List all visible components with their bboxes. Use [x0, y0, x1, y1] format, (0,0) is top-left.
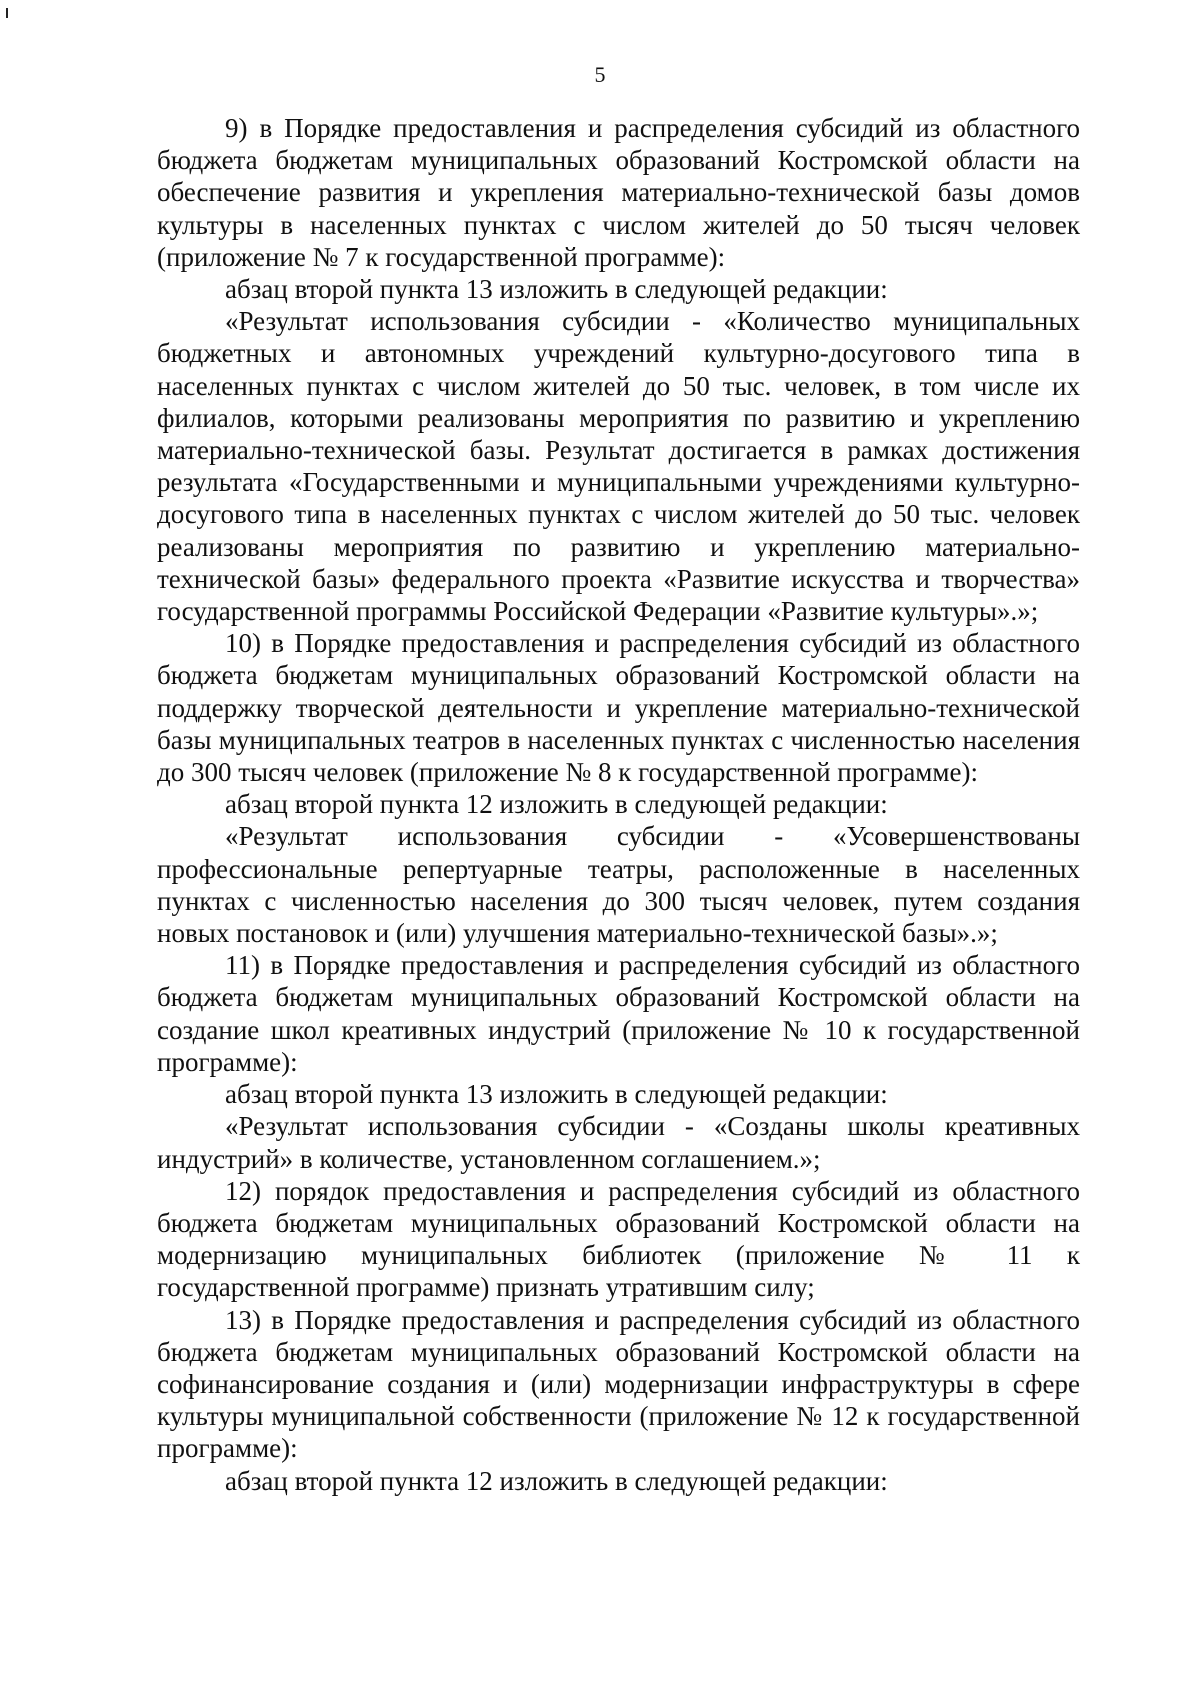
paragraph-item-13: 13) в Порядке предоставления и распределения субсидий из областного бюджета бюджетам муниципальных образований Костромской области на софинансирование создания и (или) модернизации инфраструктуры в сфере культуры муниципальной собственности (приложение № 12 к государственной программе):: [157, 1304, 1080, 1464]
paragraph-instruction: абзац второй пункта 12 изложить в следующей редакции:: [225, 789, 888, 820]
document-body: [157, 112, 1080, 1497]
paragraph-item-11: 11) в Порядке предоставления и распределения субсидий из областного бюджета бюджетам муниципальных образований Костромской области на создание школ креативных индустрий (приложение № 10 к государственной программе):: [157, 950, 1080, 1077]
paragraph-quote: «Результат использования субсидии - «Созданы школы креативных индустрий» в количестве, установленном соглашением.»;: [157, 1111, 1080, 1174]
paragraph-item-10: 10) в Порядке предоставления и распределения субсидий из областного бюджета бюджетам муниципальных образований Костромской области на поддержку творческой деятельности и укрепление материально-технической базы муниципальных театров в населенных пунктах с численностью населения до 300 тысяч человек (приложение № 8 к государственной программе):: [157, 628, 1080, 788]
paragraph-instruction: абзац второй пункта 13 изложить в следующей редакции:: [225, 1079, 888, 1110]
paragraph-item-12: 12) порядок предоставления и распределения субсидий из областного бюджета бюджетам муниципальных образований Костромской области на модернизацию муниципальных библиотек (приложение № 11 к государственной программе) признать утратившим силу;: [157, 1175, 1080, 1303]
page-number: 5: [594, 62, 606, 87]
paragraph-item-9: 9) в Порядке предоставления и распределения субсидий из областного бюджета бюджетам муниципальных образований Костромской области на обеспечение развития и укрепления материально-технической базы домов культуры в населенных пунктах с числом жителей до 50 тысяч человек (приложение № 7 к государственной программе):: [157, 113, 1080, 272]
paragraph-instruction: абзац второй пункта 13 изложить в следующей редакции:: [225, 274, 888, 305]
scan-artifact-mark: [6, 8, 8, 18]
paragraph-quote: «Результат использования субсидии - «Усовершенствованы профессиональные репертуарные театры, расположенные в населенных пунктах с численностью населения до 300 тысяч человек, путем создания новых постановок и (или) улучшения материально-технической базы».»;: [157, 821, 1080, 949]
paragraph-quote: «Результат использования субсидии - «Количество муниципальных бюджетных и автономных учреждений культурно-досугового типа в населенных пунктах с числом жителей до 50 тыс. человек, в том числе их филиалов, которыми реализованы мероприятия по развитию и укреплению материально-технической базы. Результат достигается в рамках достижения результата «Государственными и муниципальными учреждениями культурно-досугового типа в населенных пунктах с числом жителей до 50 тыс. человек реализованы мероприятия по развитию и укреплению материально-технической базы» федерального проекта «Развитие искусства и творчества» государственной программы Российской Федерации «Развитие культуры».»;: [157, 306, 1080, 627]
paragraph-instruction: абзац второй пункта 12 изложить в следующей редакции:: [225, 1465, 888, 1496]
